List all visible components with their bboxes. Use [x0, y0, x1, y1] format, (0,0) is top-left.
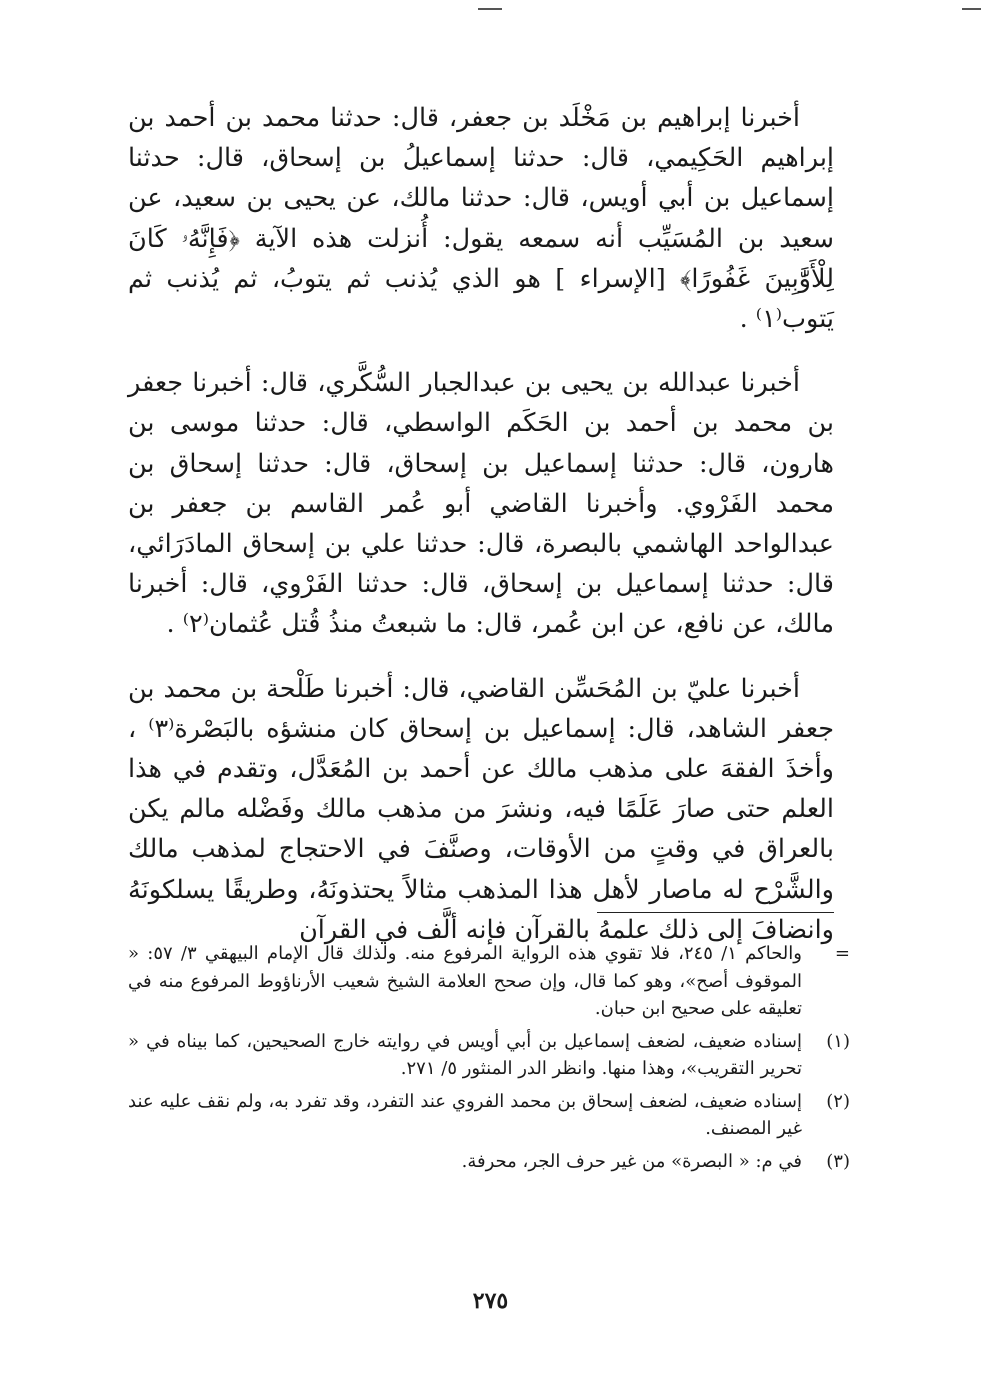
footnotes [128, 940, 850, 1180]
paragraph-3: أخبرنا عليّ بن المُحَسِّن القاضي، قال: أخبرنا طَلْحة بن محمد بن جعفر الشاهد، قال: إسماعيل بن إسحاق كان منشؤه بالبَصْرة⁽٣⁾ ، وأخذَ الفقهَ على مذهب مالك عن أحمد بن المُعَدَّل، وتقدم في هذا العلم حتى صارَ عَلَمًا فيه، ونشرَ من مذهب مالك وفَضْله مالم يكن بالعراق في وقتٍ من الأوقات، وصنَّفَ في الاحتجاج لمذهب مالك والشَّرْح له ماصار لأهل هذا المذهب مثالاً يحتذونَهُ، وطريقًا يسلكونَهُ وانضافَ إلى ذلك علمهُ بالقرآن فإنه ألَّف في القرآن [128, 673, 834, 945]
footnote-marker: (٢) [826, 1090, 850, 1112]
footnote-continuation [128, 940, 850, 1023]
footnote-3 [128, 1148, 850, 1176]
footnote-text: في م: « البصرة» من غير حرف الجر، محرفة. [461, 1150, 802, 1172]
paragraph-2: أخبرنا عبدالله بن يحيى بن عبدالجبار السُّكَّري، قال: أخبرنا جعفر بن محمد بن أحمد بن الحَكَم الواسطي، قال: حدثنا موسى بن هارون، قال: حدثنا إسماعيل بن إسحاق، قال: حدثنا إسحاق بن محمد الفَرْوي. وأخبرنا القاضي أبو عُمر القاسم بن جعفر بن عبدالواحد الهاشمي بالبصرة، قال: حدثنا علي بن إسحاق المادَرَائي، قال: حدثنا إسماعيل بن إسحاق، قال: حدثنا الفَرْوي، قال: أخبرنا مالك، عن نافع، عن ابن عُمر، قال: ما شبعتُ منذُ قُتل عُثمان⁽٢⁾ . [128, 368, 834, 640]
page-number: ٢٧٥ [472, 1288, 509, 1314]
top-center-mark [478, 8, 502, 10]
footnote-separator [597, 912, 834, 913]
footnote-2 [128, 1088, 850, 1143]
top-right-mark [962, 8, 981, 10]
paragraph-1: أخبرنا إبراهيم بن مَخْلَد بن جعفر، قال: حدثنا محمد بن أحمد بن إبراهيم الحَكِيمي، قال: حدثنا إسماعيلُ بن إسحاق، قال: حدثنا إسماعيل بن أبي أويس، قال: حدثنا مالك، عن يحيى بن سعيد، عن سعيد بن المُسَيِّب أنه سمعه يقول: أُنزلت هذه الآية ﴿فَإِنَّهُۥ كَانَ لِلْأَوَّٰبِينَ غَفُورًا﴾ [الإسراء ] هو الذي يُذنب ثم يتوبُ، ثم يُذنب ثم يَتوب⁽١⁾ . [128, 103, 834, 335]
footnote-marker: (٣) [826, 1150, 850, 1172]
footnote-1 [128, 1028, 850, 1083]
footnote-text: إسناده ضعيف، لضعف إسماعيل بن أبي أويس في روايته خارج الصحيحين، كما بيناه في « تحرير التقريب»، وهذا منها. وانظر الدر المنثور ٥/ ٢٧١. [128, 1030, 802, 1079]
footnote-text: والحاكم ١/ ٢٤٥، فلا تقوي هذه الرواية المرفوع منه. ولذلك قال الإمام البيهقي ٣/ ٥٧: « الموقوف أصح»، وهو كما قال، وإن صحح العلامة الشيخ شعيب الأرناؤوط المرفوع منه في تعليقه على صحيح ابن حبان. [128, 943, 802, 1019]
footnote-marker: (١) [826, 1030, 850, 1052]
footnote-text: إسناده ضعيف، لضعف إسحاق بن محمد الفروي عند التفرد، وقد تفرد به، ولم نقف عليه عند غير المصنف. [128, 1090, 802, 1139]
main-text [128, 98, 834, 974]
footnote-marker: = [834, 943, 850, 964]
